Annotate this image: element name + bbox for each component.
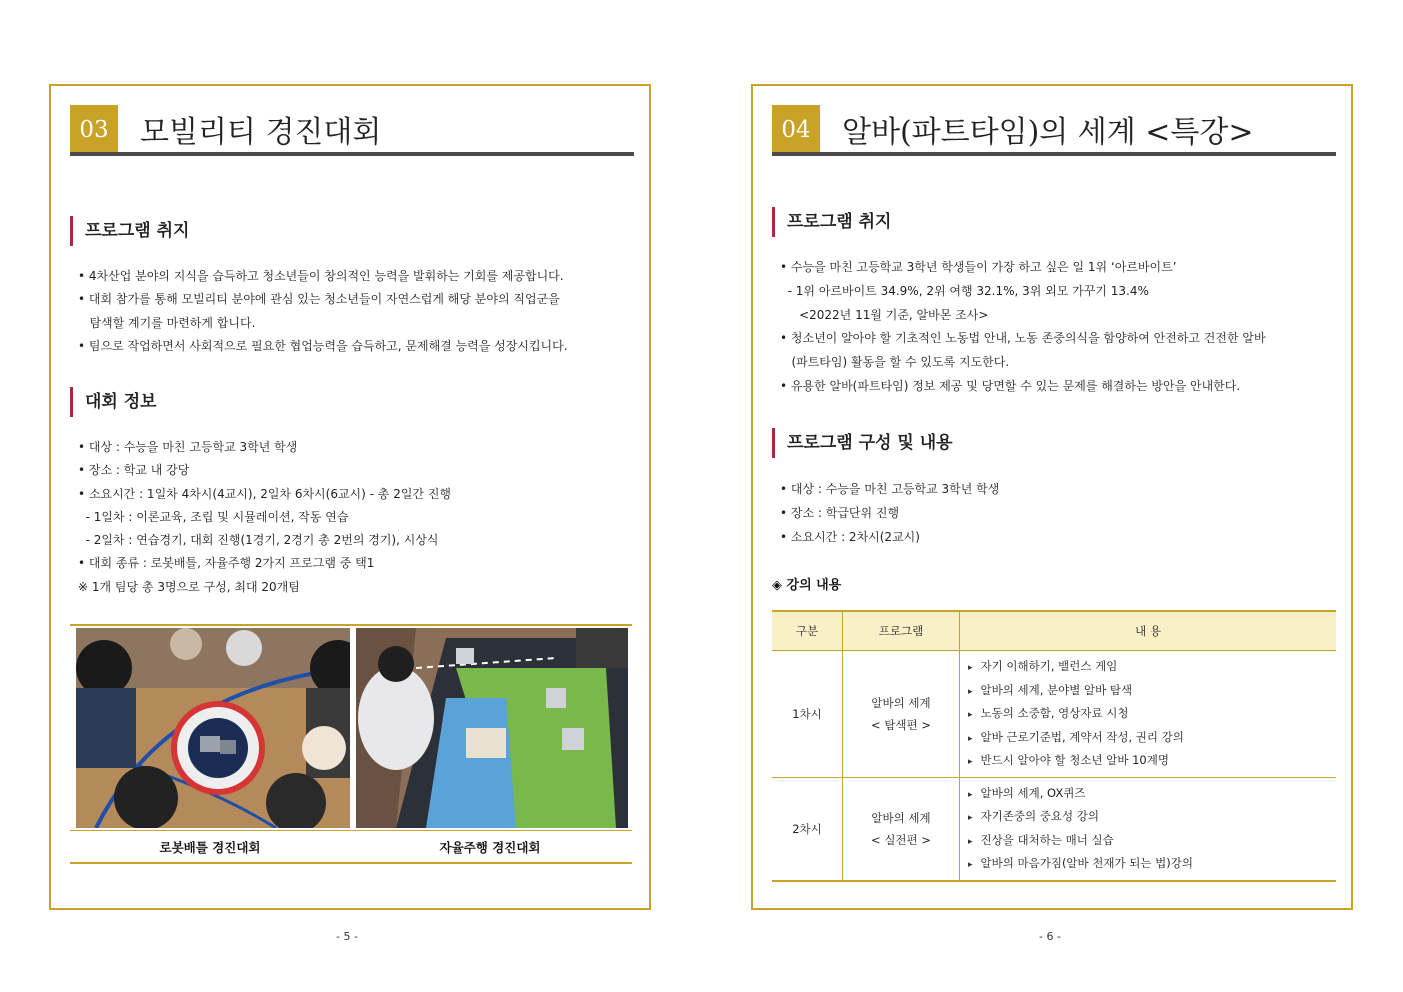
page-number-right: - 6 - <box>1039 930 1061 943</box>
program-name: 알바의 세계 <box>871 810 931 825</box>
text-line: • 소요시간 : 1일차 4차시(4교시), 2일차 6차시(6교시) - 총 2일간 진행 <box>78 486 452 501</box>
title-underline <box>772 152 1336 156</box>
text-line: • 대회 종류 : 로봇배틀, 자율주행 2가지 프로그램 중 택1 <box>78 556 375 571</box>
list-item: ▸ 노동의 소중함, 영상자료 시청 <box>968 702 1336 726</box>
text-line: - 2일차 : 연습경기, 대회 진행(1경기, 2경기 총 2번의 경기), 시상식 <box>78 533 439 548</box>
page-title: 알바(파트타임)의 세계 <특강> <box>842 115 1254 150</box>
list-item: ▸ 알바의 세계, 분야별 알바 탐색 <box>968 679 1336 703</box>
program-cell <box>843 651 960 778</box>
text-line: • 장소 : 학급단위 진행 <box>780 505 900 520</box>
text-line: • 장소 : 학교 내 강당 <box>78 463 190 478</box>
page-title-block <box>772 105 1336 157</box>
text-line: 탐색할 계기를 마련하게 합니다. <box>78 315 256 330</box>
text-line: - 1위 아르바이트 34.9%, 2위 여행 32.1%, 3위 외모 가꾸기 13.4% <box>780 283 1149 298</box>
autonomous-driving-photo <box>356 628 628 828</box>
text-line: • 청소년이 알아야 할 기초적인 노동법 안내, 노동 존중의식을 함양하여 안전하고 건전한 알바 <box>780 331 1266 346</box>
table-header: 프로그램 <box>843 611 960 651</box>
program-subtitle: < 탐색편 > <box>871 717 931 732</box>
text-line: • 대상 : 수능을 마친 고등학교 3학년 학생 <box>780 482 1000 496</box>
section-heading-purpose: 프로그램 취지 <box>772 207 891 237</box>
table-row <box>772 777 1336 881</box>
table-header-row <box>772 611 1336 651</box>
composition-text <box>780 478 999 549</box>
program-name: 알바의 세계 <box>871 695 931 710</box>
text-line: • 4차산업 분야의 지식을 습득하고 청소년들이 창의적인 능력을 발휘하는 기회를 제공합니다. <box>78 269 564 283</box>
page-number-left: - 5 - <box>336 930 358 943</box>
list-item: ▸ 알바의 마음가짐(알바 천재가 되는 법)강의 <box>968 852 1336 876</box>
section-heading-purpose: 프로그램 취지 <box>70 216 189 246</box>
photo-border-bottom <box>70 862 632 864</box>
lecture-content-heading: ◈ 강의 내용 <box>772 578 842 593</box>
section-number-badge: 04 <box>772 105 820 155</box>
section-number-badge: 03 <box>70 105 118 155</box>
lecture-table <box>772 610 1336 882</box>
content-cell <box>960 651 1337 778</box>
text-line: • 수능을 마친 고등학교 3학년 학생들이 가장 하고 싶은 일 1위 ‘아르바이트’ <box>780 260 1177 274</box>
table-header: 내 용 <box>960 611 1337 651</box>
page-right <box>751 84 1353 910</box>
page-title-block <box>70 105 634 157</box>
list-item: ▸ 자기존중의 중요성 강의 <box>968 805 1336 829</box>
page-title: 모빌리티 경진대회 <box>140 115 382 150</box>
section-heading-info: 대회 정보 <box>70 387 157 417</box>
page-left <box>49 84 651 910</box>
text-line: • 대상 : 수능을 마친 고등학교 3학년 학생 <box>78 440 298 454</box>
photo-caption-autonomous: 자율주행 경진대회 <box>439 840 541 855</box>
program-cell <box>843 777 960 881</box>
purpose-text <box>78 265 568 358</box>
purpose-text <box>780 256 1266 399</box>
text-line: • 대회 참가를 통해 모빌리티 분야에 관심 있는 청소년들이 자연스럽게 해당 분야의 직업군을 <box>78 292 560 307</box>
text-line: • 유용한 알바(파트타임) 정보 제공 및 당면할 수 있는 문제를 해결하는 방안을 안내한다. <box>780 378 1241 393</box>
photo-caption-robot-battle: 로봇배틀 경진대회 <box>159 840 261 855</box>
list-item: ▸ 알바의 세계, OX퀴즈 <box>968 782 1336 806</box>
photo-border-top <box>70 624 632 626</box>
text-line: ※ 1개 팀당 총 3명으로 구성, 최대 20개팀 <box>78 579 300 594</box>
list-item: ▸ 반드시 알아야 할 청소년 알바 10계명 <box>968 749 1336 773</box>
robot-battle-photo <box>76 628 350 828</box>
program-subtitle: < 실전편 > <box>871 832 931 847</box>
photo-border-mid <box>70 830 632 831</box>
table-header: 구분 <box>772 611 843 651</box>
table-row <box>772 651 1336 778</box>
text-line: • 팀으로 작업하면서 사회적으로 필요한 협업능력을 습득하고, 문제해결 능력을 성장시킵니다. <box>78 338 568 353</box>
content-cell <box>960 777 1337 881</box>
text-line: <2022년 11월 기준, 알바몬 조사> <box>780 307 989 322</box>
text-line: • 소요시간 : 2차시(2교시) <box>780 529 920 544</box>
section-heading-composition: 프로그램 구성 및 내용 <box>772 428 953 458</box>
text-line: - 1일차 : 이론교육, 조립 및 시뮬레이션, 작동 연습 <box>78 509 349 524</box>
session-cell: 2차시 <box>772 777 843 881</box>
text-line: (파트타임) 활동을 할 수 있도록 지도한다. <box>780 355 1010 370</box>
title-underline <box>70 152 634 156</box>
list-item: ▸ 진상을 대처하는 매너 실습 <box>968 829 1336 853</box>
session-cell: 1차시 <box>772 651 843 778</box>
info-text <box>78 436 451 599</box>
list-item: ▸ 알바 근로기준법, 계약서 작성, 권리 강의 <box>968 726 1336 750</box>
list-item: ▸ 자기 이해하기, 밸런스 게임 <box>968 655 1336 679</box>
